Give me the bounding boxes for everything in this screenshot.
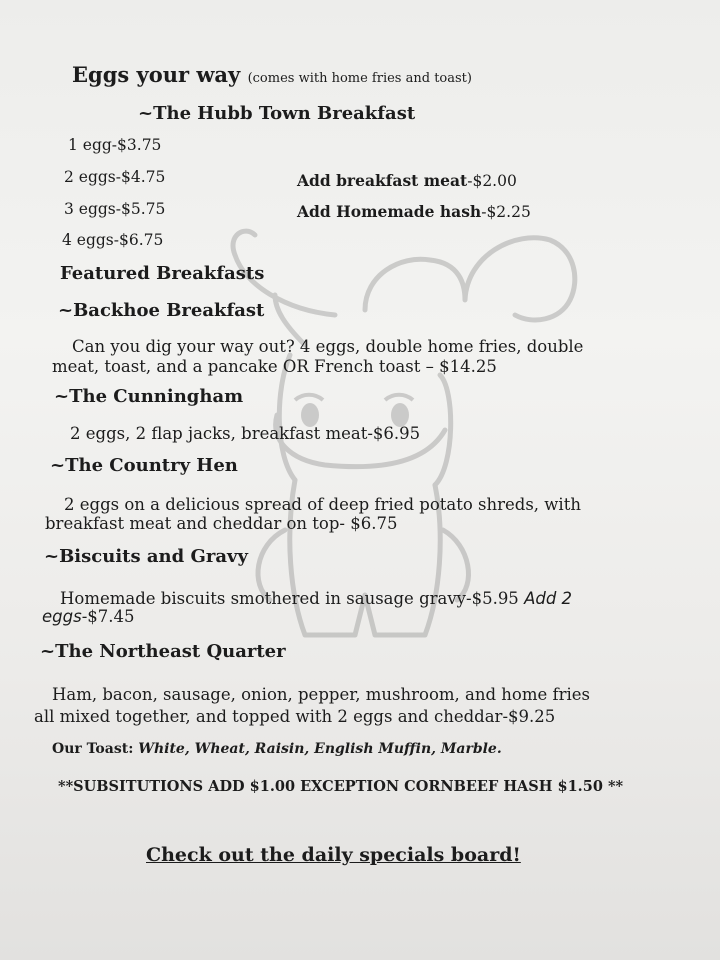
cunningham-desc: 2 eggs, 2 flap jacks, breakfast meat-$6.95 bbox=[70, 424, 421, 443]
price-1-egg: 1 egg-$3.75 bbox=[68, 136, 162, 154]
northeast-desc-line1: Ham, bacon, sausage, onion, pepper, mushroom, and home fries bbox=[52, 685, 591, 704]
addon-meat-price: -$2.00 bbox=[467, 172, 517, 190]
addon-hash-label: Add Homemade hash bbox=[297, 202, 482, 221]
biscuits-desc: Homemade biscuits smothered in sausage gravy-$5.95 bbox=[60, 589, 519, 608]
hubb-town-title: ~The Hubb Town Breakfast bbox=[138, 103, 416, 124]
addon-breakfast-meat bbox=[297, 171, 517, 190]
biscuits-title: ~Biscuits and Gravy bbox=[44, 546, 248, 567]
northeast-title: ~The Northeast Quarter bbox=[40, 641, 286, 662]
addon-meat-label: Add breakfast meat bbox=[297, 171, 468, 190]
biscuits-desc-line2 bbox=[42, 607, 135, 626]
biscuits-addon-start: Add 2 bbox=[524, 589, 573, 608]
biscuits-desc-line1 bbox=[60, 589, 572, 608]
price-2-eggs: 2 eggs-$4.75 bbox=[64, 168, 166, 186]
addon-hash-price: -$2.25 bbox=[481, 203, 531, 221]
backhoe-title: ~Backhoe Breakfast bbox=[58, 300, 265, 321]
toast-options bbox=[52, 741, 502, 757]
country-hen-desc-line2: breakfast meat and cheddar on top- $6.75 bbox=[45, 514, 398, 533]
biscuits-addon-price: -$7.45 bbox=[81, 607, 135, 626]
featured-title: Featured Breakfasts bbox=[60, 263, 265, 284]
section-title-eggs bbox=[72, 62, 472, 87]
substitutions-note: **SUBSITUTIONS ADD $1.00 EXCEPTION CORNBEEF HASH $1.50 ** bbox=[58, 778, 624, 795]
daily-specials-footer: Check out the daily specials board! bbox=[146, 844, 521, 866]
backhoe-desc-line1: Can you dig your way out? 4 eggs, double home fries, double bbox=[72, 337, 584, 356]
eggs-title: Eggs your way bbox=[72, 62, 241, 87]
toast-list: White, Wheat, Raisin, English Muffin, Marble. bbox=[138, 741, 502, 757]
country-hen-title: ~The Country Hen bbox=[50, 455, 238, 476]
toast-label: Our Toast: bbox=[52, 741, 134, 757]
country-hen-desc-line1: 2 eggs on a delicious spread of deep fried potato shreds, with bbox=[64, 495, 581, 514]
price-4-eggs: 4 eggs-$6.75 bbox=[62, 231, 164, 249]
cunningham-title: ~The Cunningham bbox=[54, 386, 244, 407]
backhoe-desc-line2: meat, toast, and a pancake OR French toast – $14.25 bbox=[52, 357, 497, 376]
biscuits-addon-eggs: eggs bbox=[42, 607, 82, 626]
northeast-desc-line2: all mixed together, and topped with 2 eggs and cheddar-$9.25 bbox=[34, 707, 556, 726]
eggs-note: (comes with home fries and toast) bbox=[247, 71, 472, 86]
price-3-eggs: 3 eggs-$5.75 bbox=[64, 200, 166, 218]
addon-homemade-hash bbox=[297, 202, 531, 221]
